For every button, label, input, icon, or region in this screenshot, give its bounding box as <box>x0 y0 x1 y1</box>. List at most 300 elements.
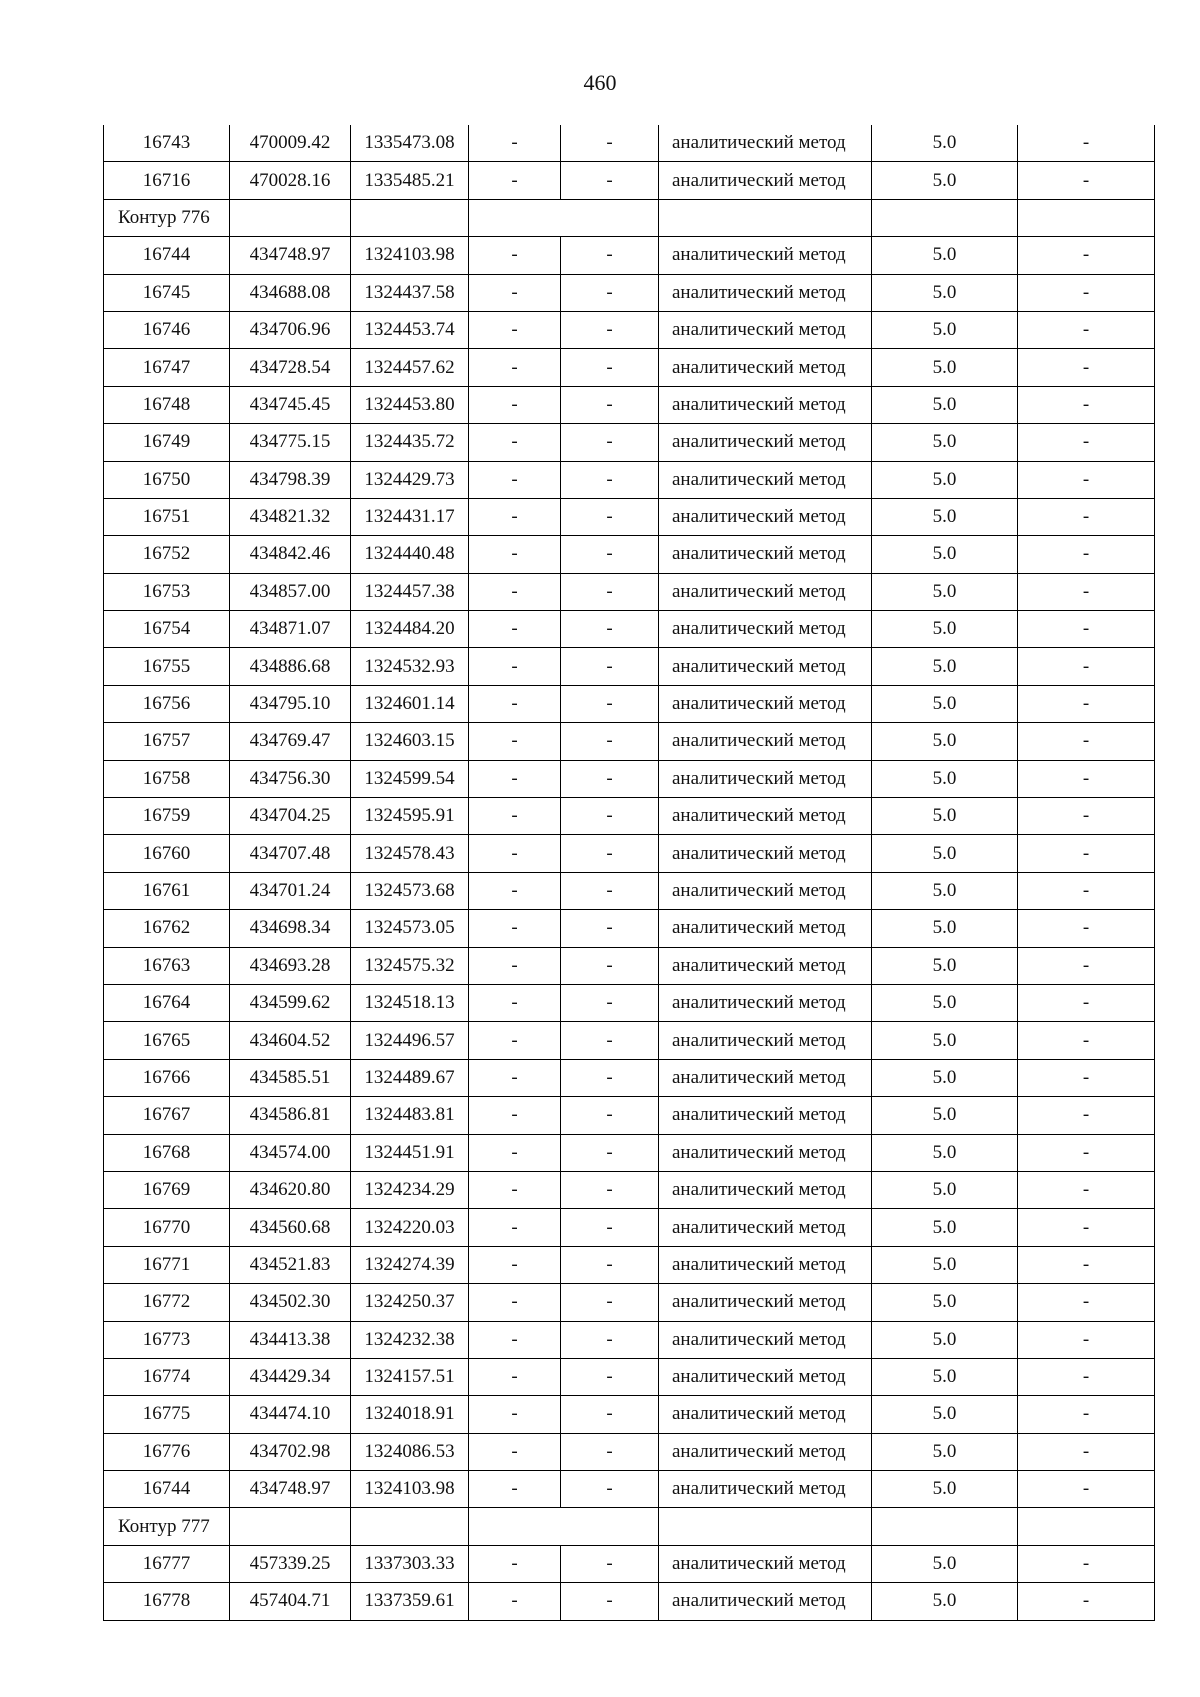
method-cell: аналитический метод <box>659 1284 872 1321</box>
y-coordinate-cell: 1324232.38 <box>351 1321 469 1358</box>
empty-dash-cell-1: - <box>469 1059 561 1096</box>
empty-dash-cell-3: - <box>1018 274 1155 311</box>
x-coordinate-cell: 434693.28 <box>230 947 351 984</box>
method-cell: аналитический метод <box>659 125 872 162</box>
method-cell: аналитический метод <box>659 1545 872 1582</box>
empty-dash-cell-3: - <box>1018 984 1155 1021</box>
x-coordinate-cell: 434745.45 <box>230 386 351 423</box>
table-row <box>104 536 1155 573</box>
accuracy-cell: 5.0 <box>872 1097 1018 1134</box>
x-coordinate-cell: 434698.34 <box>230 910 351 947</box>
point-id-cell: 16759 <box>104 798 230 835</box>
empty-dash-cell-2: - <box>561 1583 659 1620</box>
empty-dash-cell-1: - <box>469 162 561 199</box>
empty-dash-cell-1: - <box>469 648 561 685</box>
accuracy-cell: 5.0 <box>872 237 1018 274</box>
point-id-cell: 16749 <box>104 424 230 461</box>
x-coordinate-cell: 434728.54 <box>230 349 351 386</box>
table-row <box>104 424 1155 461</box>
empty-dash-cell-2: - <box>561 1059 659 1096</box>
empty-dash-cell-1: - <box>469 984 561 1021</box>
point-id-cell: 16775 <box>104 1396 230 1433</box>
accuracy-cell: 5.0 <box>872 386 1018 423</box>
method-cell: аналитический метод <box>659 723 872 760</box>
empty-dash-cell-1: - <box>469 1134 561 1171</box>
empty-dash-cell-1: - <box>469 1545 561 1582</box>
accuracy-cell: 5.0 <box>872 1358 1018 1395</box>
y-coordinate-cell: 1324431.17 <box>351 498 469 535</box>
table-row <box>104 947 1155 984</box>
point-id-cell: 16716 <box>104 162 230 199</box>
empty-dash-cell-2: - <box>561 1545 659 1582</box>
table-row <box>104 498 1155 535</box>
empty-dash-cell-2: - <box>561 835 659 872</box>
method-cell: аналитический метод <box>659 573 872 610</box>
accuracy-cell: 5.0 <box>872 498 1018 535</box>
empty-cell <box>469 199 659 236</box>
method-cell: аналитический метод <box>659 1022 872 1059</box>
empty-dash-cell-1: - <box>469 1321 561 1358</box>
x-coordinate-cell: 434574.00 <box>230 1134 351 1171</box>
accuracy-cell: 5.0 <box>872 1471 1018 1508</box>
accuracy-cell: 5.0 <box>872 311 1018 348</box>
empty-dash-cell-2: - <box>561 1171 659 1208</box>
table-row <box>104 573 1155 610</box>
accuracy-cell: 5.0 <box>872 1134 1018 1171</box>
y-coordinate-cell: 1324578.43 <box>351 835 469 872</box>
point-id-cell: 16767 <box>104 1097 230 1134</box>
method-cell: аналитический метод <box>659 984 872 1021</box>
empty-dash-cell-2: - <box>561 461 659 498</box>
y-coordinate-cell: 1324157.51 <box>351 1358 469 1395</box>
x-coordinate-cell: 434821.32 <box>230 498 351 535</box>
empty-dash-cell-1: - <box>469 723 561 760</box>
empty-dash-cell-3: - <box>1018 648 1155 685</box>
accuracy-cell: 5.0 <box>872 461 1018 498</box>
accuracy-cell: 5.0 <box>872 1209 1018 1246</box>
x-coordinate-cell: 434585.51 <box>230 1059 351 1096</box>
y-coordinate-cell: 1337303.33 <box>351 1545 469 1582</box>
y-coordinate-cell: 1324599.54 <box>351 760 469 797</box>
empty-cell <box>351 199 469 236</box>
x-coordinate-cell: 434769.47 <box>230 723 351 760</box>
y-coordinate-cell: 1324429.73 <box>351 461 469 498</box>
empty-dash-cell-2: - <box>561 685 659 722</box>
empty-dash-cell-2: - <box>561 723 659 760</box>
table-row <box>104 910 1155 947</box>
point-id-cell: 16744 <box>104 1471 230 1508</box>
y-coordinate-cell: 1324103.98 <box>351 237 469 274</box>
point-id-cell: 16744 <box>104 237 230 274</box>
x-coordinate-cell: 434586.81 <box>230 1097 351 1134</box>
empty-dash-cell-2: - <box>561 910 659 947</box>
y-coordinate-cell: 1324453.74 <box>351 311 469 348</box>
empty-cell <box>230 1508 351 1545</box>
table-row <box>104 1209 1155 1246</box>
empty-dash-cell-3: - <box>1018 1583 1155 1620</box>
point-id-cell: 16770 <box>104 1209 230 1246</box>
y-coordinate-cell: 1324457.38 <box>351 573 469 610</box>
empty-dash-cell-2: - <box>561 984 659 1021</box>
empty-dash-cell-2: - <box>561 1209 659 1246</box>
empty-dash-cell-2: - <box>561 947 659 984</box>
accuracy-cell: 5.0 <box>872 1583 1018 1620</box>
empty-dash-cell-2: - <box>561 274 659 311</box>
method-cell: аналитический метод <box>659 162 872 199</box>
y-coordinate-cell: 1324489.67 <box>351 1059 469 1096</box>
table-row <box>104 1134 1155 1171</box>
contour-label: Контур 776 <box>104 199 230 236</box>
table-row <box>104 1246 1155 1283</box>
empty-dash-cell-1: - <box>469 1471 561 1508</box>
point-id-cell: 16763 <box>104 947 230 984</box>
empty-cell <box>872 1508 1018 1545</box>
y-coordinate-cell: 1324086.53 <box>351 1433 469 1470</box>
table-row <box>104 872 1155 909</box>
empty-dash-cell-3: - <box>1018 1209 1155 1246</box>
point-id-cell: 16772 <box>104 1284 230 1321</box>
accuracy-cell: 5.0 <box>872 424 1018 461</box>
point-id-cell: 16764 <box>104 984 230 1021</box>
table-row <box>104 835 1155 872</box>
empty-dash-cell-2: - <box>561 1471 659 1508</box>
empty-dash-cell-1: - <box>469 1433 561 1470</box>
x-coordinate-cell: 434560.68 <box>230 1209 351 1246</box>
empty-dash-cell-2: - <box>561 349 659 386</box>
empty-dash-cell-1: - <box>469 611 561 648</box>
method-cell: аналитический метод <box>659 947 872 984</box>
empty-dash-cell-1: - <box>469 498 561 535</box>
table-row <box>104 685 1155 722</box>
y-coordinate-cell: 1324440.48 <box>351 536 469 573</box>
accuracy-cell: 5.0 <box>872 947 1018 984</box>
empty-dash-cell-3: - <box>1018 573 1155 610</box>
table-row <box>104 760 1155 797</box>
empty-dash-cell-3: - <box>1018 237 1155 274</box>
point-id-cell: 16774 <box>104 1358 230 1395</box>
method-cell: аналитический метод <box>659 1171 872 1208</box>
accuracy-cell: 5.0 <box>872 910 1018 947</box>
y-coordinate-cell: 1324601.14 <box>351 685 469 722</box>
method-cell: аналитический метод <box>659 1358 872 1395</box>
empty-dash-cell-2: - <box>561 125 659 162</box>
method-cell: аналитический метод <box>659 274 872 311</box>
empty-cell <box>659 1508 872 1545</box>
y-coordinate-cell: 1335473.08 <box>351 125 469 162</box>
empty-dash-cell-1: - <box>469 760 561 797</box>
method-cell: аналитический метод <box>659 1433 872 1470</box>
accuracy-cell: 5.0 <box>872 648 1018 685</box>
method-cell: аналитический метод <box>659 872 872 909</box>
empty-dash-cell-3: - <box>1018 872 1155 909</box>
empty-dash-cell-3: - <box>1018 1471 1155 1508</box>
empty-dash-cell-3: - <box>1018 386 1155 423</box>
accuracy-cell: 5.0 <box>872 1545 1018 1582</box>
x-coordinate-cell: 434706.96 <box>230 311 351 348</box>
empty-dash-cell-1: - <box>469 125 561 162</box>
table-row <box>104 1171 1155 1208</box>
x-coordinate-cell: 434748.97 <box>230 1471 351 1508</box>
accuracy-cell: 5.0 <box>872 162 1018 199</box>
empty-dash-cell-2: - <box>561 386 659 423</box>
empty-dash-cell-3: - <box>1018 536 1155 573</box>
x-coordinate-cell: 434871.07 <box>230 611 351 648</box>
empty-dash-cell-2: - <box>561 872 659 909</box>
empty-dash-cell-3: - <box>1018 311 1155 348</box>
empty-dash-cell-1: - <box>469 1097 561 1134</box>
accuracy-cell: 5.0 <box>872 1059 1018 1096</box>
contour-label: Контур 777 <box>104 1508 230 1545</box>
table-row <box>104 723 1155 760</box>
table-row <box>104 1545 1155 1582</box>
y-coordinate-cell: 1324457.62 <box>351 349 469 386</box>
empty-dash-cell-3: - <box>1018 1358 1155 1395</box>
point-id-cell: 16754 <box>104 611 230 648</box>
method-cell: аналитический метод <box>659 1209 872 1246</box>
empty-dash-cell-1: - <box>469 349 561 386</box>
point-id-cell: 16771 <box>104 1246 230 1283</box>
y-coordinate-cell: 1324018.91 <box>351 1396 469 1433</box>
empty-cell <box>351 1508 469 1545</box>
y-coordinate-cell: 1324573.68 <box>351 872 469 909</box>
y-coordinate-cell: 1324573.05 <box>351 910 469 947</box>
empty-dash-cell-1: - <box>469 947 561 984</box>
y-coordinate-cell: 1324603.15 <box>351 723 469 760</box>
empty-dash-cell-1: - <box>469 1209 561 1246</box>
empty-dash-cell-1: - <box>469 573 561 610</box>
method-cell: аналитический метод <box>659 349 872 386</box>
empty-cell <box>469 1508 659 1545</box>
accuracy-cell: 5.0 <box>872 611 1018 648</box>
x-coordinate-cell: 470028.16 <box>230 162 351 199</box>
coordinates-table <box>103 125 1155 1621</box>
empty-dash-cell-3: - <box>1018 685 1155 722</box>
accuracy-cell: 5.0 <box>872 1321 1018 1358</box>
empty-dash-cell-1: - <box>469 910 561 947</box>
method-cell: аналитический метод <box>659 536 872 573</box>
page-number: 460 <box>583 70 617 95</box>
accuracy-cell: 5.0 <box>872 573 1018 610</box>
empty-dash-cell-3: - <box>1018 1321 1155 1358</box>
x-coordinate-cell: 434702.98 <box>230 1433 351 1470</box>
empty-dash-cell-3: - <box>1018 1284 1155 1321</box>
table-row <box>104 1321 1155 1358</box>
accuracy-cell: 5.0 <box>872 984 1018 1021</box>
table-row <box>104 1583 1155 1620</box>
empty-dash-cell-1: - <box>469 461 561 498</box>
point-id-cell: 16758 <box>104 760 230 797</box>
accuracy-cell: 5.0 <box>872 872 1018 909</box>
y-coordinate-cell: 1324595.91 <box>351 798 469 835</box>
x-coordinate-cell: 434413.38 <box>230 1321 351 1358</box>
y-coordinate-cell: 1337359.61 <box>351 1583 469 1620</box>
y-coordinate-cell: 1324483.81 <box>351 1097 469 1134</box>
x-coordinate-cell: 434842.46 <box>230 536 351 573</box>
method-cell: аналитический метод <box>659 910 872 947</box>
empty-cell <box>230 199 351 236</box>
point-id-cell: 16769 <box>104 1171 230 1208</box>
table-row <box>104 1433 1155 1470</box>
method-cell: аналитический метод <box>659 237 872 274</box>
empty-dash-cell-2: - <box>561 1134 659 1171</box>
empty-dash-cell-3: - <box>1018 498 1155 535</box>
accuracy-cell: 5.0 <box>872 1171 1018 1208</box>
point-id-cell: 16743 <box>104 125 230 162</box>
method-cell: аналитический метод <box>659 1321 872 1358</box>
table-body <box>104 125 1155 1620</box>
empty-dash-cell-1: - <box>469 237 561 274</box>
x-coordinate-cell: 434798.39 <box>230 461 351 498</box>
point-id-cell: 16773 <box>104 1321 230 1358</box>
empty-dash-cell-3: - <box>1018 1246 1155 1283</box>
table-row <box>104 1396 1155 1433</box>
x-coordinate-cell: 434701.24 <box>230 872 351 909</box>
empty-dash-cell-2: - <box>561 648 659 685</box>
empty-dash-cell-2: - <box>561 424 659 461</box>
accuracy-cell: 5.0 <box>872 349 1018 386</box>
method-cell: аналитический метод <box>659 386 872 423</box>
table-row <box>104 1022 1155 1059</box>
empty-dash-cell-1: - <box>469 311 561 348</box>
point-id-cell: 16752 <box>104 536 230 573</box>
accuracy-cell: 5.0 <box>872 835 1018 872</box>
table-row <box>104 386 1155 423</box>
x-coordinate-cell: 434707.48 <box>230 835 351 872</box>
point-id-cell: 16746 <box>104 311 230 348</box>
point-id-cell: 16776 <box>104 1433 230 1470</box>
x-coordinate-cell: 434502.30 <box>230 1284 351 1321</box>
empty-dash-cell-3: - <box>1018 760 1155 797</box>
y-coordinate-cell: 1324575.32 <box>351 947 469 984</box>
point-id-cell: 16777 <box>104 1545 230 1582</box>
accuracy-cell: 5.0 <box>872 1284 1018 1321</box>
y-coordinate-cell: 1324234.29 <box>351 1171 469 1208</box>
accuracy-cell: 5.0 <box>872 125 1018 162</box>
x-coordinate-cell: 434704.25 <box>230 798 351 835</box>
table-row <box>104 648 1155 685</box>
x-coordinate-cell: 434599.62 <box>230 984 351 1021</box>
y-coordinate-cell: 1324451.91 <box>351 1134 469 1171</box>
empty-dash-cell-3: - <box>1018 125 1155 162</box>
empty-dash-cell-3: - <box>1018 798 1155 835</box>
method-cell: аналитический метод <box>659 835 872 872</box>
table-row <box>104 798 1155 835</box>
empty-dash-cell-1: - <box>469 685 561 722</box>
empty-dash-cell-3: - <box>1018 947 1155 984</box>
empty-dash-cell-3: - <box>1018 611 1155 648</box>
x-coordinate-cell: 470009.42 <box>230 125 351 162</box>
x-coordinate-cell: 434886.68 <box>230 648 351 685</box>
accuracy-cell: 5.0 <box>872 1246 1018 1283</box>
empty-dash-cell-2: - <box>561 1284 659 1321</box>
empty-dash-cell-2: - <box>561 798 659 835</box>
point-id-cell: 16753 <box>104 573 230 610</box>
x-coordinate-cell: 457339.25 <box>230 1545 351 1582</box>
empty-dash-cell-1: - <box>469 386 561 423</box>
empty-dash-cell-2: - <box>561 1097 659 1134</box>
empty-dash-cell-1: - <box>469 1171 561 1208</box>
y-coordinate-cell: 1324274.39 <box>351 1246 469 1283</box>
contour-header-row <box>104 1508 1155 1545</box>
x-coordinate-cell: 434756.30 <box>230 760 351 797</box>
empty-dash-cell-2: - <box>561 1246 659 1283</box>
empty-dash-cell-1: - <box>469 1022 561 1059</box>
table-row <box>104 311 1155 348</box>
x-coordinate-cell: 434429.34 <box>230 1358 351 1395</box>
accuracy-cell: 5.0 <box>872 760 1018 797</box>
table-row <box>104 461 1155 498</box>
table-row <box>104 1471 1155 1508</box>
method-cell: аналитический метод <box>659 1583 872 1620</box>
empty-dash-cell-1: - <box>469 1396 561 1433</box>
empty-dash-cell-3: - <box>1018 835 1155 872</box>
empty-dash-cell-1: - <box>469 835 561 872</box>
y-coordinate-cell: 1324453.80 <box>351 386 469 423</box>
empty-dash-cell-1: - <box>469 1583 561 1620</box>
point-id-cell: 16756 <box>104 685 230 722</box>
y-coordinate-cell: 1324220.03 <box>351 1209 469 1246</box>
empty-cell <box>1018 1508 1155 1545</box>
table-row <box>104 984 1155 1021</box>
x-coordinate-cell: 434604.52 <box>230 1022 351 1059</box>
empty-dash-cell-3: - <box>1018 1059 1155 1096</box>
method-cell: аналитический метод <box>659 760 872 797</box>
empty-dash-cell-3: - <box>1018 1171 1155 1208</box>
method-cell: аналитический метод <box>659 1396 872 1433</box>
y-coordinate-cell: 1324518.13 <box>351 984 469 1021</box>
empty-dash-cell-3: - <box>1018 1134 1155 1171</box>
point-id-cell: 16766 <box>104 1059 230 1096</box>
empty-dash-cell-1: - <box>469 424 561 461</box>
table-row <box>104 1097 1155 1134</box>
point-id-cell: 16750 <box>104 461 230 498</box>
empty-dash-cell-1: - <box>469 1358 561 1395</box>
accuracy-cell: 5.0 <box>872 1022 1018 1059</box>
x-coordinate-cell: 434474.10 <box>230 1396 351 1433</box>
empty-dash-cell-2: - <box>561 1321 659 1358</box>
empty-dash-cell-1: - <box>469 536 561 573</box>
empty-dash-cell-3: - <box>1018 424 1155 461</box>
y-coordinate-cell: 1324103.98 <box>351 1471 469 1508</box>
x-coordinate-cell: 434688.08 <box>230 274 351 311</box>
method-cell: аналитический метод <box>659 498 872 535</box>
method-cell: аналитический метод <box>659 424 872 461</box>
method-cell: аналитический метод <box>659 1097 872 1134</box>
method-cell: аналитический метод <box>659 611 872 648</box>
accuracy-cell: 5.0 <box>872 274 1018 311</box>
empty-dash-cell-3: - <box>1018 1545 1155 1582</box>
y-coordinate-cell: 1324437.58 <box>351 274 469 311</box>
method-cell: аналитический метод <box>659 798 872 835</box>
empty-dash-cell-2: - <box>561 573 659 610</box>
empty-dash-cell-3: - <box>1018 723 1155 760</box>
point-id-cell: 16747 <box>104 349 230 386</box>
x-coordinate-cell: 434857.00 <box>230 573 351 610</box>
method-cell: аналитический метод <box>659 311 872 348</box>
empty-dash-cell-2: - <box>561 760 659 797</box>
table-row <box>104 611 1155 648</box>
empty-dash-cell-3: - <box>1018 349 1155 386</box>
method-cell: аналитический метод <box>659 1246 872 1283</box>
accuracy-cell: 5.0 <box>872 536 1018 573</box>
empty-dash-cell-2: - <box>561 536 659 573</box>
table-row <box>104 1059 1155 1096</box>
y-coordinate-cell: 1324496.57 <box>351 1022 469 1059</box>
empty-dash-cell-3: - <box>1018 1022 1155 1059</box>
method-cell: аналитический метод <box>659 648 872 685</box>
table-row <box>104 1358 1155 1395</box>
accuracy-cell: 5.0 <box>872 798 1018 835</box>
